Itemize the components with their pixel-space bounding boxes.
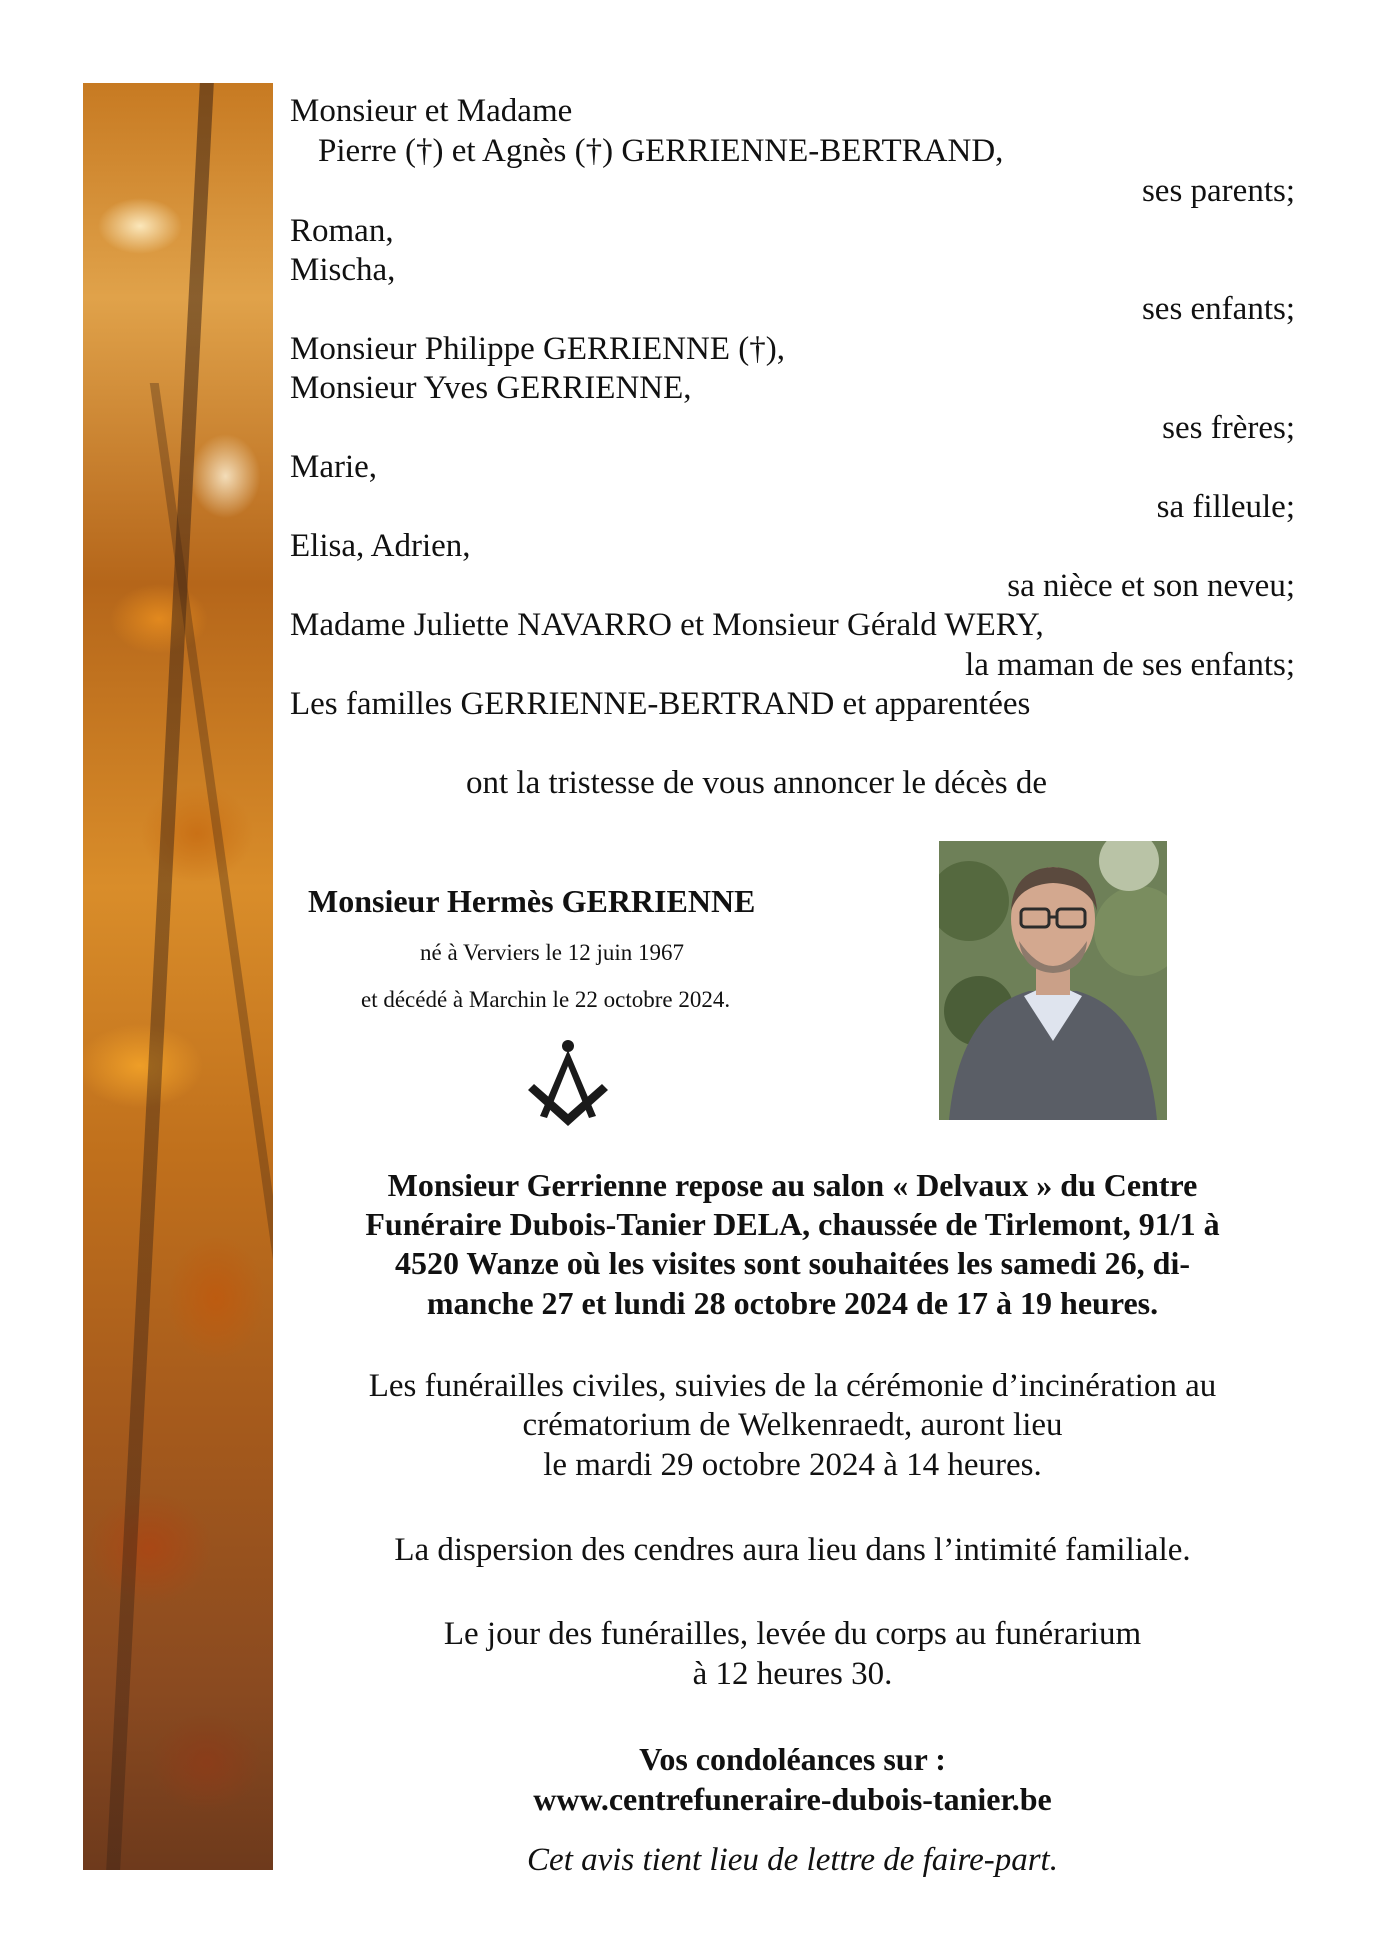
deceased-name: Monsieur Hermès GERRIENNE <box>308 883 756 919</box>
family-line: Roman, <box>290 213 394 249</box>
family-line: Elisa, Adrien, <box>290 528 471 564</box>
funeral-line: crématorium de Welkenraedt, auront lieu <box>522 1407 1063 1443</box>
condolences-label: Vos condoléances sur : <box>639 1741 946 1777</box>
family-line: Monsieur et Madame <box>290 93 573 129</box>
ashes-text: La dispersion des cendres aura lieu dans l’intimité familiale. <box>394 1532 1191 1568</box>
visitation-line: 4520 Wanze où les visites sont souhaitées les samedi 26, di- <box>395 1245 1190 1281</box>
relation-label: ses enfants; <box>1141 291 1295 327</box>
family-line: Monsieur Yves GERRIENNE, <box>290 370 692 406</box>
family-line: Pierre (†) et Agnès (†) GERRIENNE-BERTRAND, <box>318 133 1004 169</box>
birth-info: né à Verviers le 12 juin 1967 <box>420 940 685 965</box>
announcement-text: ont la tristesse de vous annoncer le décès de <box>466 765 1047 801</box>
levee-line: Le jour des funérailles, levée du corps au funérarium <box>443 1616 1142 1652</box>
family-line: Mischa, <box>290 252 396 288</box>
family-line: Monsieur Philippe GERRIENNE (†), <box>290 331 785 367</box>
relation-label: sa filleule; <box>1156 489 1295 525</box>
square-and-compass-icon <box>520 1038 616 1139</box>
visitation-line: manche 27 et lundi 28 octobre 2024 de 17 à 19 heures. <box>426 1285 1159 1321</box>
funeral-line: le mardi 29 octobre 2024 à 14 heures. <box>543 1447 1042 1483</box>
levee-line: à 12 heures 30. <box>692 1656 893 1692</box>
relation-label: ses parents; <box>1141 173 1295 209</box>
death-info: et décédé à Marchin le 22 octobre 2024. <box>361 987 731 1012</box>
family-line: Les familles GERRIENNE-BERTRAND et apparentées <box>290 686 1031 722</box>
closing-note: Cet avis tient lieu de lettre de faire-part. <box>527 1842 1058 1878</box>
relation-label: sa nièce et son neveu; <box>1007 568 1295 604</box>
family-line: Madame Juliette NAVARRO et Monsieur Gérald WERY, <box>290 607 1044 643</box>
relation-label: ses frères; <box>1162 410 1295 446</box>
visitation-line: Funéraire Dubois-Tanier DELA, chaussée de Tirlemont, 91/1 à <box>365 1206 1220 1242</box>
tree-trunk <box>106 83 214 1870</box>
relation-label: la maman de ses enfants; <box>965 647 1295 683</box>
autumn-foliage-strip <box>83 83 273 1870</box>
funeral-line: Les funérailles civiles, suivies de la cérémonie d’incinération au <box>368 1368 1217 1404</box>
family-line: Marie, <box>290 449 378 485</box>
condolences-url[interactable]: www.centrefuneraire-dubois-tanier.be <box>533 1781 1052 1817</box>
deceased-portrait-photo <box>939 841 1167 1120</box>
visitation-line: Monsieur Gerrienne repose au salon « Delvaux » du Centre <box>387 1167 1198 1203</box>
